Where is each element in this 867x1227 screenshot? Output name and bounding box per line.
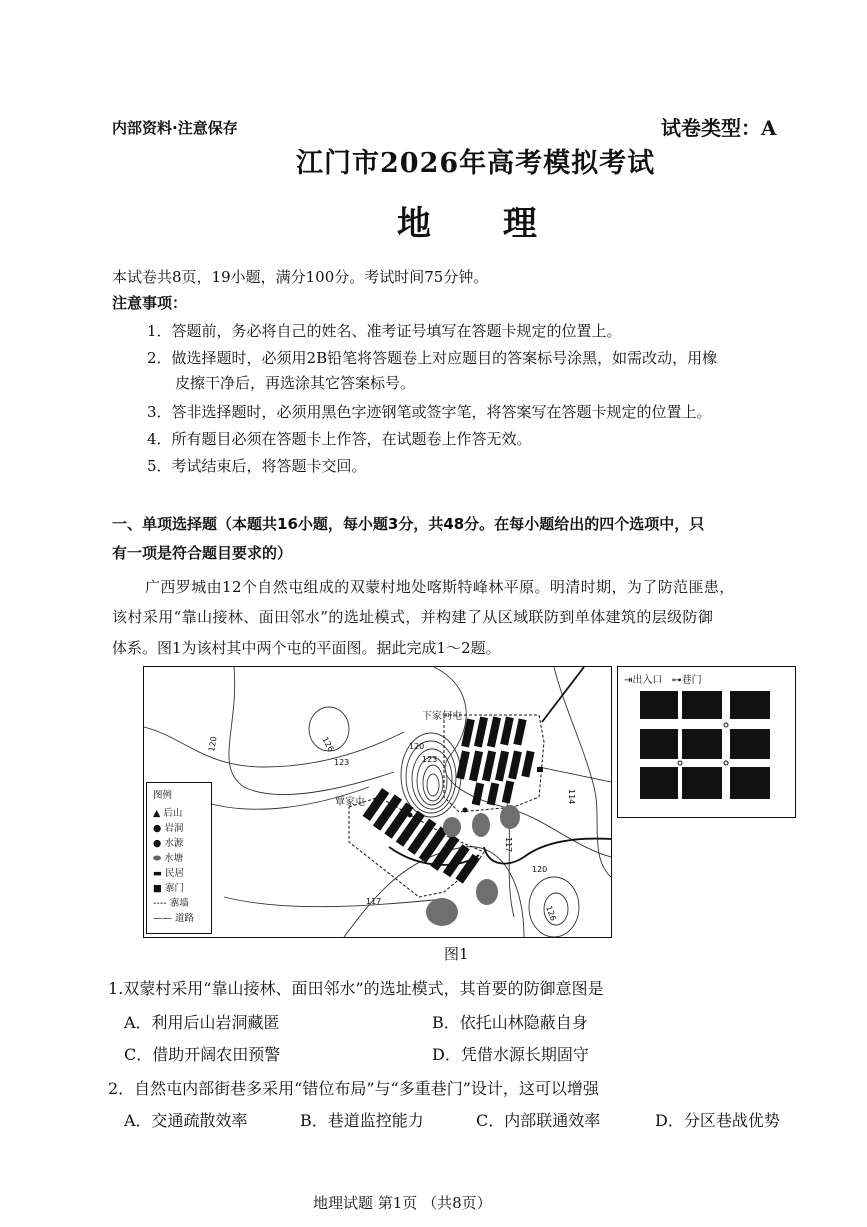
inset-drawing [618,667,795,817]
option-c: C．内部联通效率 [476,1111,601,1130]
contour-label: 114 [567,789,576,805]
notes-heading: 注意事项： [112,294,188,312]
note-item: 2．做选择题时，必须用2B铅笔将答题卷上对应题目的答案标号涂黑，如需改动，用橡 [147,349,718,367]
legend-item-pond: ⬬ 水塘 [153,853,184,864]
note-item: 皮擦干净后，再选涂其它答案标号。 [175,374,416,392]
option-b: B．巷道监控能力 [300,1111,424,1130]
pond-icon: ⬬ [153,853,162,864]
subject-title: 地 理 [397,204,567,244]
arrow-icon: ⇥ [624,675,633,686]
legend-item-cave: ● 岩洞 [153,823,184,834]
intro-line: 本试卷共8页，19小题，满分100分。考试时间75分钟。 [112,268,489,286]
contour-label: 123 [422,755,438,764]
question-stem: 1.双蒙村采用“靠山接林、面田邻水”的选址模式，其首要的防御意图是 [108,979,604,998]
figure-caption: 图1 [444,945,469,963]
passage-line: 该村采用“靠山接林、面田邻水”的选址模式，并构建了从区域联防到单体建筑的层级防御 [112,608,714,626]
inset-legend: ⇥出入口 ⊶巷门 [624,675,702,686]
legend-item-water: ● 水源 [153,838,184,849]
dot-icon: ● [153,838,162,849]
option-d: D．凭借水源长期固守 [432,1045,589,1064]
contour-label: 120 [532,865,548,874]
contour-label: 126 [320,735,336,754]
section-heading: 一、单项选择题（本题共16小题，每小题3分，共48分。在每小题给出的四个选项中，只 [112,515,705,533]
legend-item-wall: ---- 寨墙 [153,898,189,909]
legend-item-road: —— 道路 [153,913,195,924]
dashed-line-icon: ---- [153,898,167,909]
house-icon: ▬ [153,868,162,879]
question-stem: 2．自然屯内部街巷多采用“错位布局”与“多重巷门”设计，这可以增强 [108,1079,599,1098]
section-heading: 有一项是符合题目要求的） [112,544,293,562]
alley-inset [617,666,796,818]
contour-label: 120 [207,735,219,753]
option-a: A．交通疏散效率 [124,1111,248,1130]
legend-item-house: ▬ 民居 [153,868,185,879]
option-d: D．分区巷战优势 [655,1111,780,1130]
note-item: 5．考试结束后，将答题卡交回。 [147,457,367,475]
paper-type-label: 试卷类型：A [661,116,777,140]
option-a: A．利用后山岩洞藏匿 [124,1013,280,1032]
contour-label: 117 [504,837,513,853]
option-c: C．借助开阔农田预警 [124,1045,281,1064]
legend-item-gate: ■ 寨门 [153,883,185,894]
map-legend [146,782,212,934]
passage-line: 体系。图1为该村其中两个屯的平面图。据此完成1～2题。 [112,639,501,657]
village-map [143,666,612,938]
option-b: B．依托山林隐蔽自身 [432,1013,588,1032]
page-footer: 地理试题 第1页 （共8页） [313,1194,492,1212]
confidential-label: 内部资料·注意保存 [112,119,238,137]
legend-item-hill: ▲ 后山 [153,808,183,819]
passage-line: 广西罗城由12个自然屯组成的双蒙村地处喀斯特峰林平原。明清时期，为了防范匪患， [145,578,735,596]
dot-icon: ● [153,823,162,834]
village-label-lower: 覃家屯 [335,797,365,808]
exam-title: 江门市2026年高考模拟考试 [296,148,656,179]
triangle-icon: ▲ [153,808,161,819]
gate-icon: ■ [153,883,162,894]
note-item: 4．所有题目必须在答题卡上作答，在试题卷上作答无效。 [147,430,532,448]
note-item: 3．答非选择题时，必须用黑色字迹钢笔或签字笔，将答案写在答题卡规定的位置上。 [147,403,712,421]
note-item: 1．答题前，务必将自己的姓名、准考证号填写在答题卡规定的位置上。 [147,322,622,340]
gate-arrow-icon: ⊶ [671,675,682,686]
line-icon: —— [153,913,172,924]
village-label-upper: 下家何屯 [422,711,462,722]
contour-label: 123 [334,758,350,767]
contour-label: 117 [366,897,382,906]
map-drawing [144,667,611,937]
legend-title: 图例 [153,790,173,801]
contour-label: 126 [544,904,558,923]
contour-label: 120 [409,742,425,751]
